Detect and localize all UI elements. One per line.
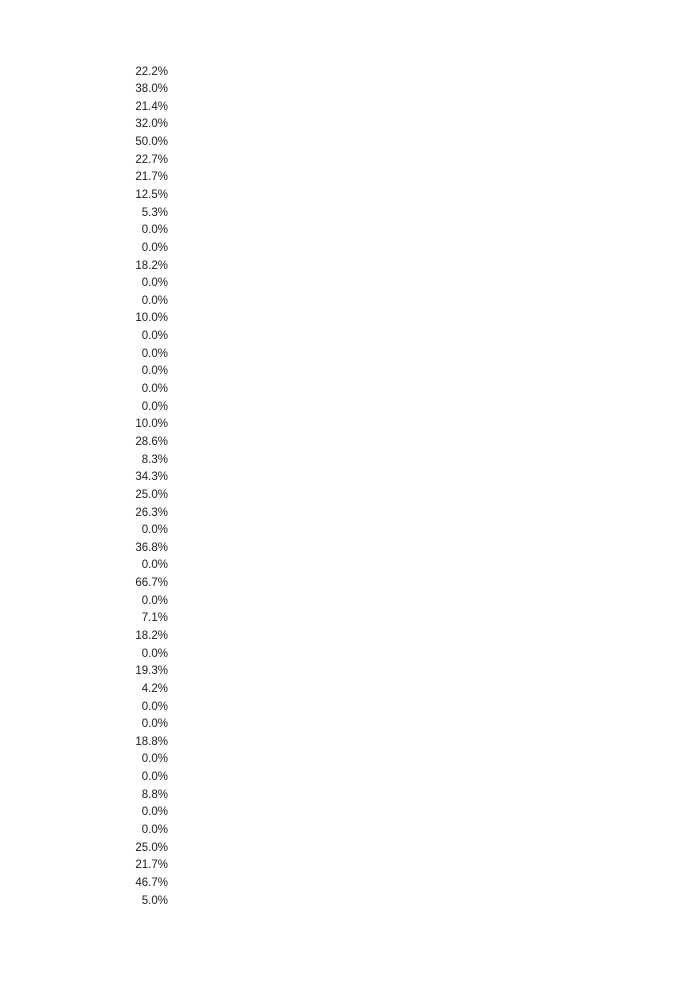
percentage-value: 28.6% — [135, 435, 168, 448]
percentage-value: 5.0% — [141, 894, 168, 907]
percentage-value: 19.3% — [135, 665, 168, 678]
percentage-value: 0.0% — [141, 347, 168, 360]
percentage-value: 12.5% — [135, 188, 168, 201]
percentage-value: 21.7% — [135, 171, 168, 184]
percentage-value: 0.0% — [141, 647, 168, 660]
percentage-value: 18.8% — [135, 735, 168, 748]
percentage-value: 0.0% — [141, 524, 168, 537]
percentage-value: 0.0% — [141, 771, 168, 784]
percentage-value: 0.0% — [141, 753, 168, 766]
percentage-value: 0.0% — [141, 806, 168, 819]
percentage-value: 10.0% — [135, 312, 168, 325]
percentage-value: 22.7% — [135, 153, 168, 166]
percentage-value: 46.7% — [135, 876, 168, 889]
percentage-value: 22.2% — [135, 65, 168, 78]
percentage-value: 4.2% — [141, 682, 168, 695]
percentage-value: 18.2% — [135, 259, 168, 272]
percentage-value: 0.0% — [141, 241, 168, 254]
percentage-value: 0.0% — [141, 277, 168, 290]
percentage-value: 0.0% — [141, 824, 168, 837]
percentage-value: 0.0% — [141, 330, 168, 343]
percentage-value: 25.0% — [135, 488, 168, 501]
percentage-value: 32.0% — [135, 118, 168, 131]
percentage-value: 0.0% — [141, 224, 168, 237]
percentage-value: 21.7% — [135, 859, 168, 872]
percentage-value: 10.0% — [135, 418, 168, 431]
percentage-value: 8.8% — [141, 788, 168, 801]
percentage-value: 0.0% — [141, 718, 168, 731]
percentage-value: 7.1% — [141, 612, 168, 625]
percentage-values-column — [0, 64, 168, 911]
percentage-value: 0.0% — [141, 400, 168, 413]
percentage-value: 18.2% — [135, 630, 168, 642]
percentage-value: 8.3% — [141, 453, 168, 466]
percentage-value: 0.0% — [141, 365, 168, 378]
percentage-value: 0.0% — [141, 700, 168, 713]
percentage-value: 66.7% — [135, 577, 168, 590]
percentage-value: 50.0% — [135, 136, 168, 149]
percentage-value: 5.3% — [141, 206, 168, 219]
percentage-value: 25.0% — [135, 841, 168, 854]
percentage-value: 21.4% — [135, 100, 168, 113]
percentage-value: 26.3% — [135, 506, 168, 519]
percentage-value: 0.0% — [141, 594, 168, 607]
percentage-value: 0.0% — [141, 383, 168, 396]
percentage-value: 36.8% — [135, 541, 168, 554]
percentage-value: 0.0% — [141, 559, 168, 572]
percentage-value: 34.3% — [135, 471, 168, 484]
percentage-value: 0.0% — [141, 294, 168, 307]
percentage-value: 38.0% — [135, 83, 168, 96]
